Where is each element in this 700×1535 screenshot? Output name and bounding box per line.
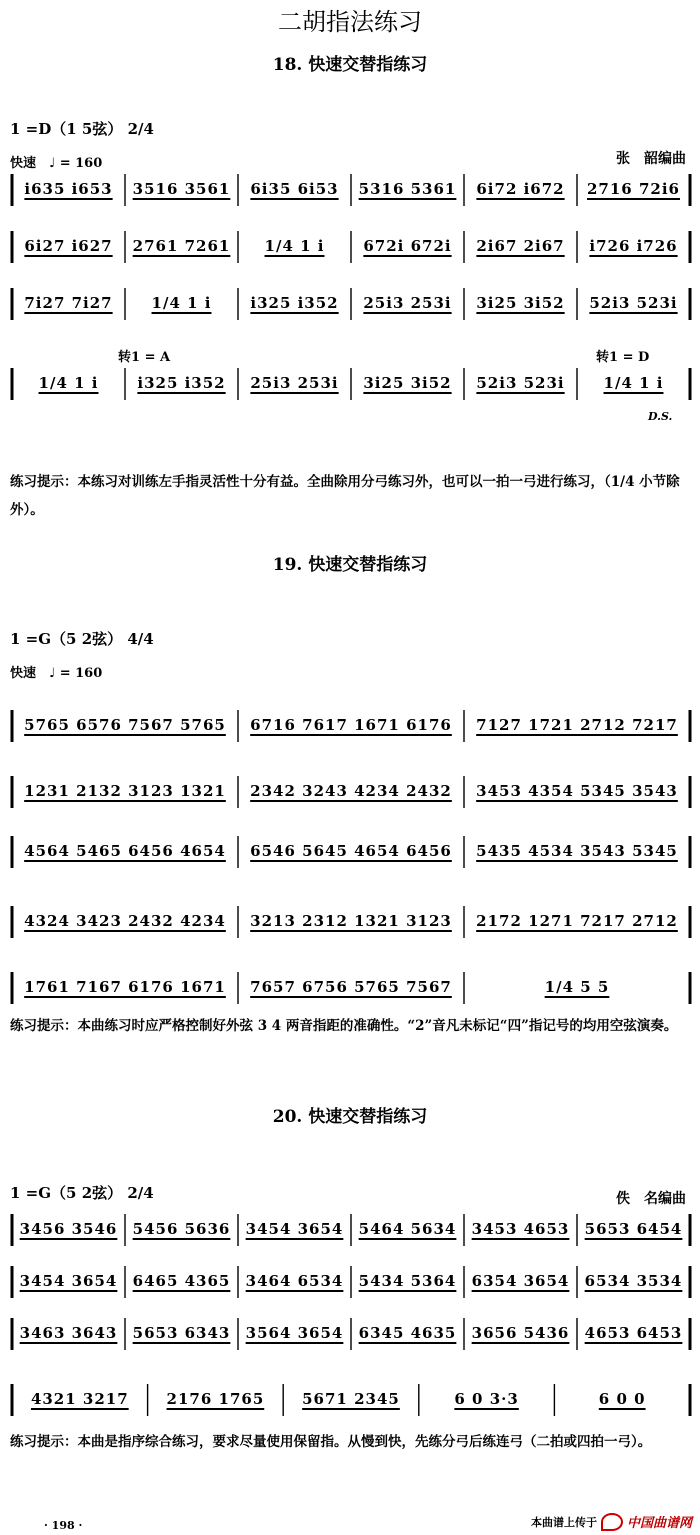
measure-notes: 3213 2312 1321 3123 [250,912,452,930]
measure [238,704,464,746]
measure [351,1208,464,1250]
measure-notes: i726 i726 [589,237,678,255]
measure-notes: 3453 4653 [471,1220,570,1238]
piece-title-19: 19. 快速交替指练习 [272,555,428,575]
measure [125,282,238,324]
measure [12,830,238,872]
measure-notes: 6345 4635 [358,1324,457,1342]
measure-notes: 6354 3654 [471,1272,570,1290]
measure [419,1378,555,1420]
piece-title-18: 18. 快速交替指练习 [272,55,428,75]
measure-notes: i325 i352 [137,374,226,392]
measure-notes: 3463 3643 [19,1324,118,1342]
brand-logo-icon [601,1513,623,1531]
measure-notes: 6i27 i627 [24,237,113,255]
measure-notes: 3564 3654 [245,1324,344,1342]
measure-notes: i635 i653 [24,180,113,198]
measure [238,168,351,210]
measure-notes: 2342 3243 4234 2432 [250,782,452,800]
measure [125,168,238,210]
measure-notes: 3456 3546 [19,1220,118,1238]
measure-notes: 3464 6534 [245,1272,344,1290]
measure [12,900,238,942]
measure [238,225,351,267]
upload-credit [531,1512,692,1531]
page-title: 二胡指法练习 [278,8,422,36]
measure-notes: 3453 4354 5345 3543 [476,782,678,800]
time-signature: 4/4 [127,630,154,648]
piece-title-20: 20. 快速交替指练习 [272,1107,428,1127]
measure [577,225,690,267]
measure [351,168,464,210]
measure-notes: 1/4 1 i [38,374,99,392]
practice-tip-19: 练习提示：本曲练习时应严格控制好外弦 3 4 两音指距的准确性。“2”音凡未标记“四”指记号的均用空弦演奏。 [10,1018,678,1034]
modulation-label: 转1 = A [118,350,171,365]
measure [351,1260,464,1302]
measure [238,1208,351,1250]
page-number: · 198 · [44,1519,83,1532]
measure-notes: 6i72 i672 [476,180,565,198]
measure [464,770,690,812]
score-line [0,1260,700,1302]
score-line [0,362,700,404]
measure-notes: 672i 672i [363,237,452,255]
measure-notes: 7127 1721 2712 7217 [476,716,678,734]
measure [148,1378,284,1420]
tempo-19: 快速 ♩ = 160 [10,666,103,681]
measure-notes: 5456 5636 [132,1220,231,1238]
measure-notes: 5464 5634 [358,1220,457,1238]
score-line [0,282,700,324]
practice-tip-18: 练习提示：本练习对训练左手指灵活性十分有益。全曲除用分弓练习外，也可以一拍一弓进行练习，（1/4 小节除外）。 [10,474,680,518]
measure [12,168,125,210]
measure-notes: 1/4 1 i [603,374,664,392]
measure [351,282,464,324]
measure [125,1208,238,1250]
measure-notes: 6465 4365 [132,1272,231,1290]
measure-notes: 2172 1271 7217 2712 [476,912,678,930]
measure-notes: 2i67 2i67 [476,237,565,255]
measure-notes: 2176 1765 [166,1390,265,1408]
measure [238,1260,351,1302]
measure-notes: 3i25 3i52 [363,374,452,392]
measure-notes: 5765 6576 7567 5765 [24,716,226,734]
brand-name: 中国曲谱网 [626,1516,692,1531]
key-signature-19: 1 =G（5 2弦） 4/4 [10,630,154,648]
score-line [0,770,700,812]
measure-notes: 7657 6756 5765 7567 [250,978,452,996]
measure-notes: 52i3 523i [589,294,678,312]
time-signature: 2/4 [127,120,154,138]
measure [12,966,238,1008]
measure-notes: 2761 7261 [132,237,231,255]
measure [12,225,125,267]
measure-notes: 4324 3423 2432 4234 [24,912,226,930]
measure-notes: 5653 6454 [584,1220,683,1238]
measure-notes: 25i3 253i [363,294,452,312]
da-segno-mark: D.S. [648,410,673,423]
measure-notes: 5671 2345 [302,1390,400,1408]
measure [12,704,238,746]
measure-notes: 1761 7167 6176 1671 [24,978,226,996]
measure-notes: 6 0 0 [598,1390,646,1408]
measure [12,1208,125,1250]
measure [464,900,690,942]
measure-notes: 2716 72i6 [587,180,680,198]
measure-notes: 3516 3561 [132,180,231,198]
measure [238,830,464,872]
score-line [0,900,700,942]
measure-notes: 6716 7617 1671 6176 [250,716,452,734]
score-line [0,704,700,746]
measure-notes: 5316 5361 [358,180,457,198]
measure [351,362,464,404]
measure [238,900,464,942]
measure-notes: 5435 4534 3543 5345 [476,842,678,860]
measure-notes: 5434 5364 [358,1272,457,1290]
measure-notes: 4321 3217 [30,1390,129,1408]
measure-notes: 3i25 3i52 [476,294,565,312]
measure-notes: 1231 2132 3123 1321 [24,782,226,800]
measure [577,362,690,404]
measure-notes: 3656 5436 [471,1324,570,1342]
practice-tip-20: 练习提示：本曲是指序综合练习，要求尽量使用保留指。从慢到快，先练分弓后练连弓（二拍或四拍一弓）。 [10,1434,652,1450]
measure-notes: 7i27 7i27 [24,294,113,312]
measure [125,362,238,404]
measure [464,168,577,210]
measure [577,1260,690,1302]
measure [125,225,238,267]
measure [12,1378,148,1420]
measure [577,168,690,210]
measure [125,1312,238,1354]
measure [238,770,464,812]
measure-notes: 3454 3654 [245,1220,344,1238]
score-line [0,225,700,267]
measure-notes: 52i3 523i [476,374,565,392]
measure [577,1312,690,1354]
measure-notes: 1/4 5 5 [544,978,610,996]
measure-notes: 4564 5465 6456 4654 [24,842,226,860]
measure [577,1208,690,1250]
measure [238,966,464,1008]
measure [464,362,577,404]
measure [464,704,690,746]
measure [125,1260,238,1302]
measure-notes: 6i35 6i53 [250,180,339,198]
measure [12,362,125,404]
measure-notes: 6 0 3·3 [454,1390,519,1408]
key-signature-18: 1 =D（1 5弦） 2/4 [10,120,154,138]
measure [464,1260,577,1302]
measure [283,1378,419,1420]
measure-notes: 3454 3654 [19,1272,118,1290]
time-signature: 2/4 [127,1184,154,1202]
measure [464,1312,577,1354]
measure [12,282,125,324]
measure-notes: 25i3 253i [250,374,339,392]
measure-notes: 1/4 1 i [264,237,325,255]
measure-notes: 1/4 1 i [151,294,212,312]
measure [577,282,690,324]
tempo-18: 快速 ♩ = 160 [10,156,103,171]
score-line [0,1208,700,1250]
composer-20: 佚 名编曲 [616,1191,686,1207]
key-signature-20: 1 =G（5 2弦） 2/4 [10,1184,154,1202]
score-line [0,1312,700,1354]
measure-notes: 5653 6343 [132,1324,231,1342]
measure [12,770,238,812]
composer-18: 张 韶编曲 [616,151,686,167]
score-line [0,168,700,210]
measure [12,1260,125,1302]
score-line [0,966,700,1008]
measure-notes: 6534 3534 [584,1272,683,1290]
measure [464,282,577,324]
measure-notes: 4653 6453 [584,1324,683,1342]
measure [464,225,577,267]
measure-notes: i325 i352 [250,294,339,312]
measure [464,966,690,1008]
modulation-label: 转1 = D [596,350,650,365]
measure-notes: 6546 5645 4654 6456 [250,842,452,860]
score-line [0,1378,700,1420]
measure [238,1312,351,1354]
measure [12,1312,125,1354]
upload-credit-label: 本曲谱上传于 [530,1515,597,1529]
score-line [0,830,700,872]
measure [464,1208,577,1250]
measure [238,282,351,324]
measure [238,362,351,404]
measure [351,225,464,267]
measure [464,830,690,872]
measure [351,1312,464,1354]
measure [554,1378,690,1420]
